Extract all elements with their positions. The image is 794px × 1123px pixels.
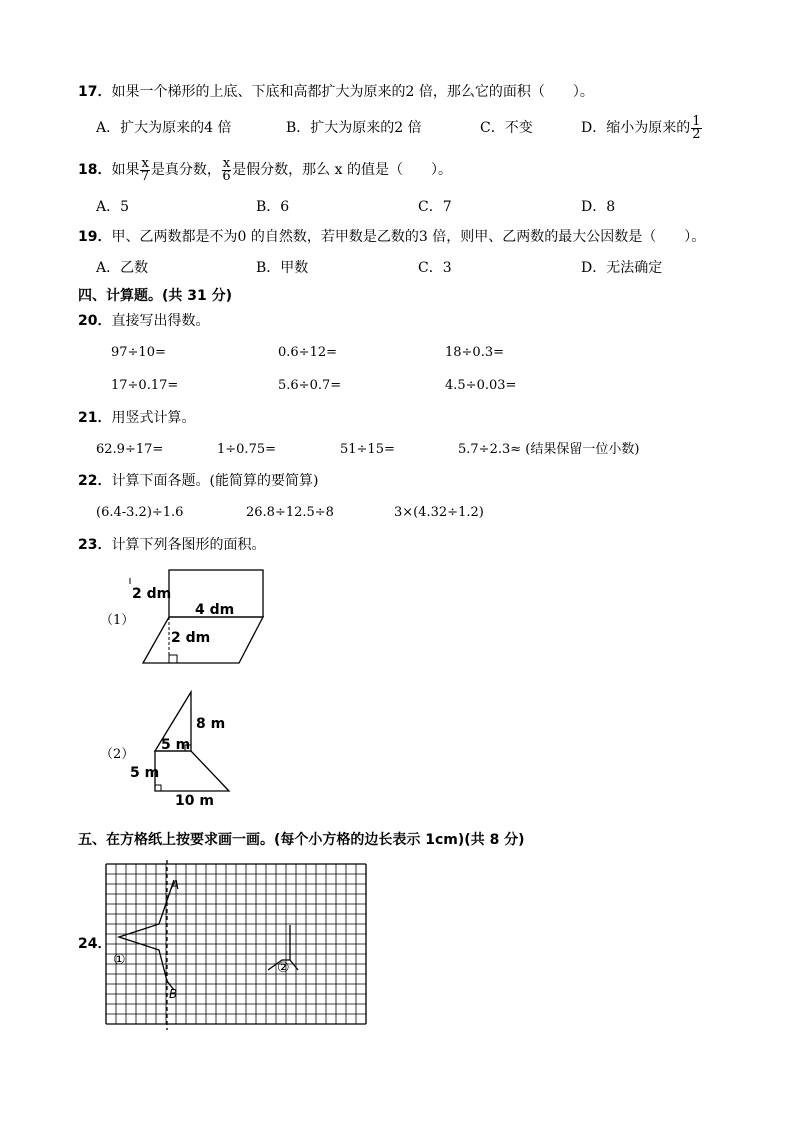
q18-fraction-1 [140, 155, 150, 184]
q18-number: 18． [78, 162, 112, 178]
q21-item: 5.7÷2.3≈ (结果保留一位小数) [458, 442, 640, 457]
q17-option-d-fraction [691, 113, 701, 142]
q20-line [78, 312, 209, 330]
q17-option-a: A．扩大为原来的4 倍 [96, 120, 232, 136]
trapezoid-shape [155, 751, 229, 791]
point-a-label: A [171, 878, 180, 892]
grid-paper [106, 864, 366, 1024]
q22-number: 22． [78, 473, 112, 489]
q23-line [78, 536, 265, 554]
q21-line [78, 409, 195, 427]
q23-stem: 计算下列各图形的面积。 [111, 537, 266, 553]
q18-option-a: A．5 [96, 199, 130, 215]
dimension-label: 4 dm [195, 602, 235, 618]
section-4-title: 四、计算题。(共 31 分) [78, 288, 233, 304]
point-b-label: B [169, 987, 178, 1001]
q18-mid: 是真分数， [150, 162, 221, 178]
dimension-label: 5 m [161, 737, 191, 753]
fraction-denominator: 2 [692, 126, 701, 142]
right-angle-mark [169, 655, 177, 663]
q17-option-d-text: D．缩小为原来的 [581, 120, 691, 136]
q20-item: 5.6÷0.7= [278, 378, 342, 393]
q18-pre: 如果 [111, 162, 140, 178]
q19-option-b: B．甲数 [256, 260, 309, 276]
q21-stem: 用竖式计算。 [111, 410, 196, 426]
q18-post: 是假分数，那么 x 的值是（ ）。 [232, 162, 452, 178]
q22-line [78, 472, 318, 490]
q19-stem: 甲、乙两数都是不为0 的自然数，若甲数是乙数的3 倍，则甲、乙两数的最大公因数是（ ）。 [111, 229, 706, 245]
fraction-numerator: x [141, 155, 149, 171]
figure-2-diagram [128, 688, 238, 810]
figure-1-diagram [128, 568, 278, 668]
figure-1-label: （1） [100, 613, 135, 628]
q18-option-c: C．7 [418, 199, 452, 215]
q20-stem: 直接写出得数。 [111, 313, 210, 329]
q20-number: 20． [78, 313, 112, 329]
dimension-label: 5 m [130, 765, 160, 781]
q24-grid-diagram [104, 860, 370, 1030]
q19-line [78, 228, 705, 246]
q19-number: 19． [78, 229, 112, 245]
dimension-label: 8 m [196, 716, 226, 732]
fraction-denominator: 6 [222, 168, 231, 184]
dimension-label: 2 dm [132, 586, 172, 602]
right-angle-mark [155, 785, 161, 791]
q19-option-c: C．3 [418, 260, 452, 276]
shape-1-label: ① [113, 952, 126, 968]
q18-option-d: D．8 [581, 199, 616, 215]
q22-item: (6.4-3.2)÷1.6 [96, 505, 184, 520]
q22-item: 26.8÷12.5÷8 [246, 505, 334, 520]
q17-line [78, 83, 594, 101]
figure-2-label: （2） [100, 747, 135, 762]
dimension-label: 10 m [175, 793, 214, 809]
q20-item: 97÷10= [111, 345, 166, 360]
q24-number: 24． [78, 936, 112, 952]
fraction-denominator: 7 [141, 168, 150, 184]
q21-number: 21． [78, 410, 112, 426]
q19-option-d: D．无法确定 [581, 260, 663, 276]
q18-fraction-2 [222, 155, 231, 184]
section-5-title: 五、在方格纸上按要求画一画。(每个小方格的边长表示 1cm)(共 8 分) [78, 832, 525, 848]
q17-number: 17． [78, 84, 112, 100]
q20-item: 0.6÷12= [278, 345, 338, 360]
q22-item: 3×(4.32÷1.2) [394, 505, 484, 520]
q21-item: 51÷15= [340, 442, 395, 457]
shape-2-label: ② [277, 960, 290, 976]
q17-option-d [581, 112, 703, 144]
q18-line [78, 155, 452, 185]
fraction-numerator: x [222, 155, 231, 171]
q17-stem: 如果一个梯形的上底、下底和高都扩大为原来的2 倍，那么它的面积（ ）。 [111, 84, 594, 100]
q22-stem: 计算下面各题。(能简算的要简算) [111, 473, 319, 489]
q17-option-c: C．不变 [480, 120, 533, 136]
dimension-label: 2 dm [171, 630, 211, 646]
q17-option-b: B．扩大为原来的2 倍 [286, 120, 422, 136]
q21-item: 62.9÷17= [96, 442, 164, 457]
q18-option-b: B．6 [256, 199, 290, 215]
q20-item: 4.5÷0.03= [445, 378, 517, 393]
q21-item: 1÷0.75= [217, 442, 277, 457]
q20-item: 18÷0.3= [445, 345, 505, 360]
fraction-numerator: 1 [692, 113, 701, 129]
q19-option-a: A．乙数 [96, 260, 149, 276]
q23-number: 23． [78, 537, 112, 553]
q20-item: 17÷0.17= [111, 378, 179, 393]
